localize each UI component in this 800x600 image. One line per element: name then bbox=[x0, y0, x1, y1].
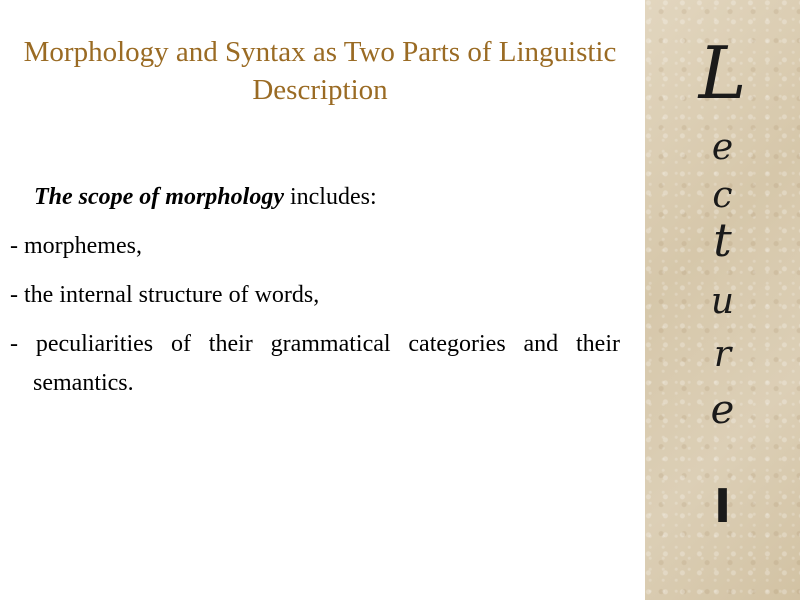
sidebar-letter-e2: e bbox=[710, 387, 735, 433]
list-item: - peculiarities of their grammatical categories and their semantics. bbox=[10, 331, 620, 396]
intro-rest: includes: bbox=[283, 184, 377, 210]
list-item: - morphemes, bbox=[10, 233, 142, 259]
intro-line bbox=[0, 178, 620, 217]
slide-title: Morphology and Syntax as Two Parts of Linguistic Description bbox=[23, 36, 617, 106]
sidebar-letter-c: c bbox=[712, 175, 733, 216]
sidebar-letter-e: e bbox=[711, 127, 734, 168]
lecture-sidebar bbox=[645, 0, 800, 600]
list-item: - the internal structure of words, bbox=[10, 282, 320, 308]
intro-bold: The scope of morphology bbox=[34, 184, 284, 210]
sidebar-letter-t: t bbox=[713, 213, 732, 267]
sidebar-letter-r: r bbox=[713, 334, 732, 375]
sidebar-letter-l: L bbox=[698, 31, 747, 115]
sidebar-letter-u: u bbox=[710, 281, 735, 322]
lecture-number: I bbox=[713, 479, 732, 533]
slide-body bbox=[0, 178, 620, 413]
